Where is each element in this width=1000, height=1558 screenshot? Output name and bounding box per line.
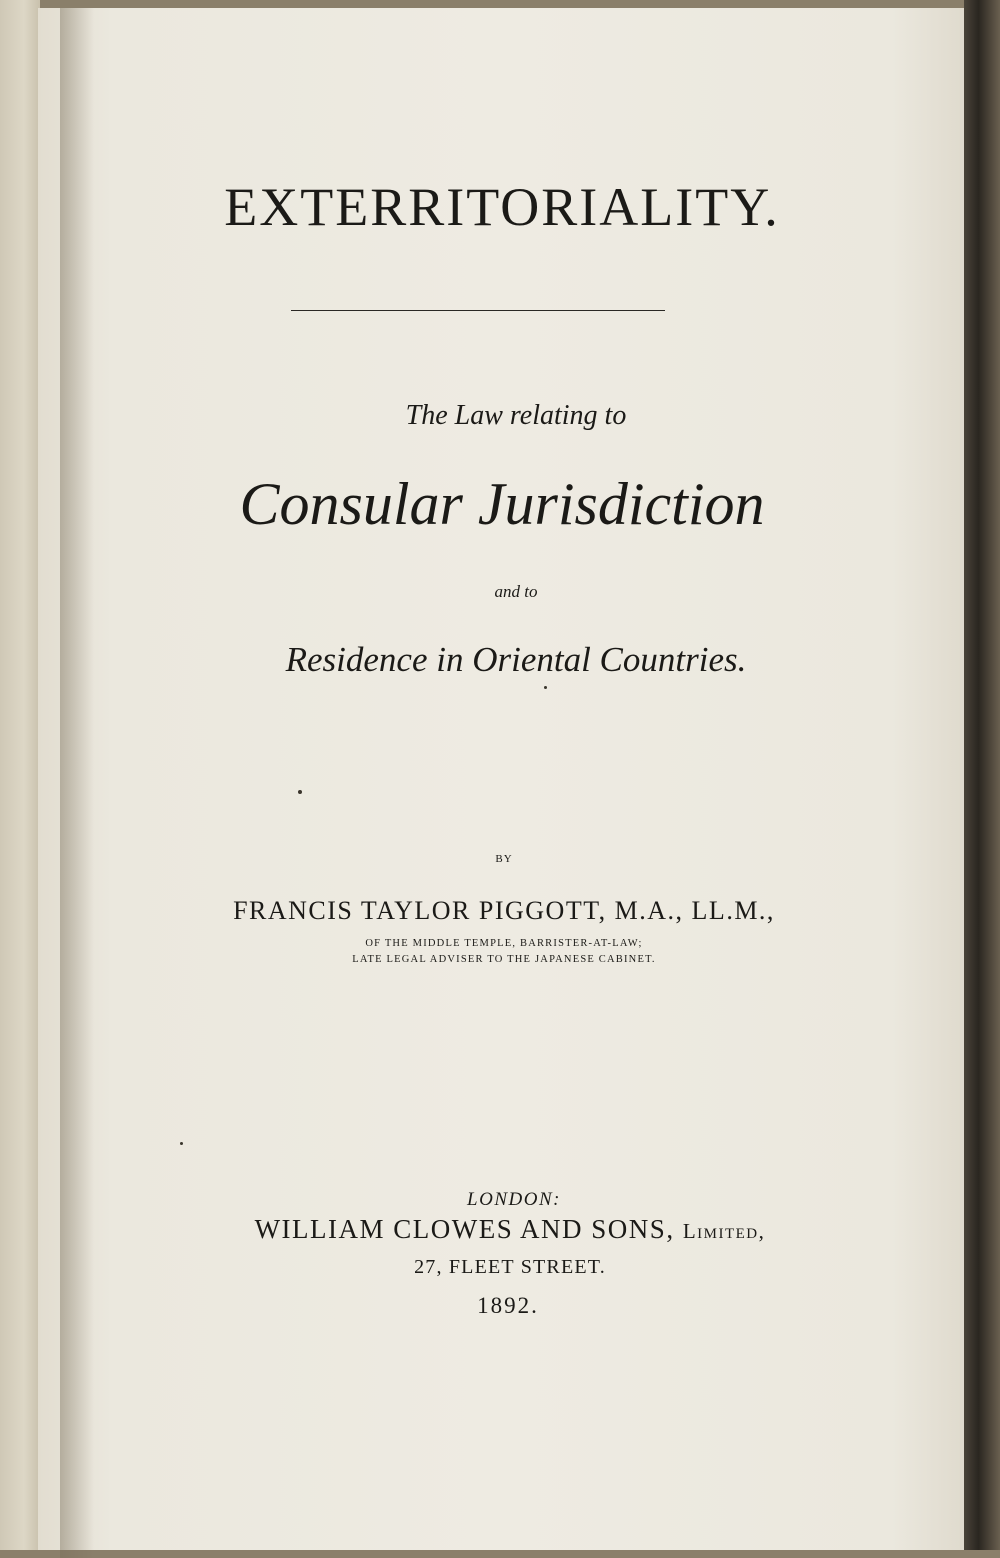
title-rule xyxy=(291,310,665,311)
byline: BY xyxy=(495,853,513,865)
imprint-city: LONDON: xyxy=(467,1189,561,1210)
imprint-address: 27, FLEET STREET. xyxy=(414,1256,606,1278)
author-affiliation-2: LATE LEGAL ADVISER TO THE JAPANESE CABINET. xyxy=(352,954,656,965)
gutter-shadow xyxy=(60,8,94,1558)
imprint-year: 1892. xyxy=(477,1293,539,1318)
title-page xyxy=(38,8,966,1550)
author-affiliation-1: OF THE MIDDLE TEMPLE, BARRISTER-AT-LAW; xyxy=(365,938,643,949)
subtitle-line-4: Residence in Oriental Countries. xyxy=(285,640,747,679)
imprint-publisher xyxy=(46,1214,974,1245)
left-page-edge xyxy=(0,0,40,1550)
subtitle-line-3: and to xyxy=(494,582,538,601)
subtitle-line-1: The Law relating to xyxy=(405,400,627,431)
paper-speck xyxy=(544,686,547,689)
author-name: FRANCIS TAYLOR PIGGOTT, M.A., LL.M., xyxy=(233,896,775,925)
right-board-edge xyxy=(964,0,1000,1550)
book-title: EXTERRITORIALITY. xyxy=(224,177,780,237)
publisher-suffix: Limited, xyxy=(682,1219,766,1243)
paper-speck xyxy=(180,1142,183,1145)
publisher-name: WILLIAM CLOWES AND SONS, xyxy=(254,1214,675,1244)
paper-speck xyxy=(298,790,302,794)
subtitle-line-2: Consular Jurisdiction xyxy=(239,471,765,537)
